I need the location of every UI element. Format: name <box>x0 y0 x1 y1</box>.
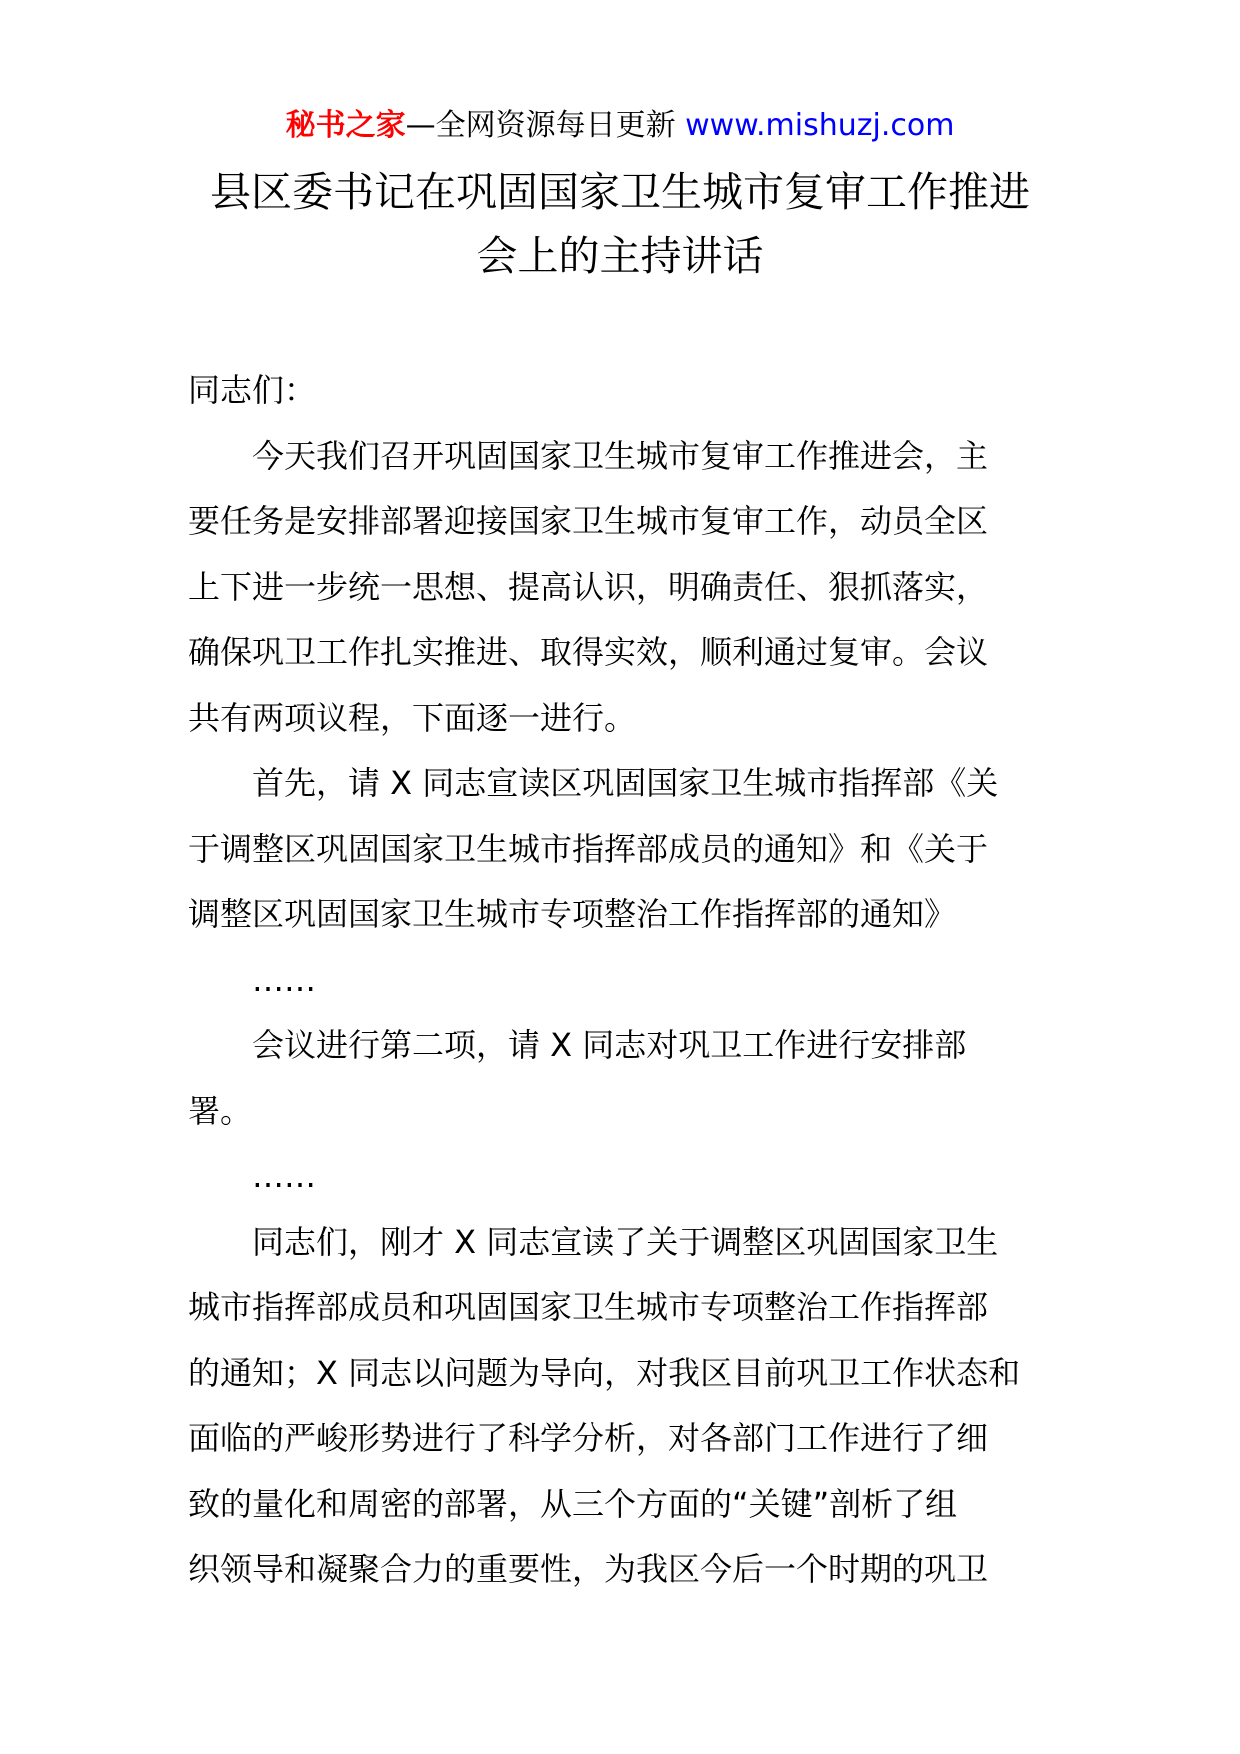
title-line-1: 县区委书记在巩固国家卫生城市复审工作推进 <box>210 168 1030 216</box>
body-line: 调整区巩固国家卫生城市专项整治工作指挥部的通知》 <box>188 895 957 933</box>
salutation: 同志们： <box>188 371 317 409</box>
brand-name: 秘书之家 <box>285 108 406 143</box>
body-line: 会议进行第二项，请 X 同志对巩卫工作进行安排部 <box>252 1026 967 1064</box>
body-line: 共有两项议程，下面逐一进行。 <box>188 698 637 737</box>
body-line: 城市指挥部成员和巩固国家卫生城市专项整治工作指挥部 <box>188 1288 989 1326</box>
document-title <box>150 160 1090 288</box>
site-header <box>0 104 1240 148</box>
body-line: 织领导和凝聚合力的重要性，为我区今后一个时期的巩卫 <box>188 1550 989 1588</box>
header-tagline: —全网资源每日更新 <box>405 108 686 143</box>
title-line-2: 会上的主持讲话 <box>476 232 764 280</box>
body-line: 面临的严峻形势进行了科学分析，对各部门工作进行了细 <box>188 1419 989 1457</box>
body-line: 的通知；X 同志以问题为导向，对我区目前巩卫工作状态和 <box>188 1353 1021 1392</box>
body-line: 同志们，刚才 X 同志宣读了关于调整区巩固国家卫生 <box>252 1222 999 1261</box>
body-line: 要任务是安排部署迎接国家卫生城市复审工作，动员全区 <box>188 502 989 540</box>
site-url-link[interactable]: www.mishuzj.com <box>685 108 955 143</box>
body-line: 于调整区巩固国家卫生城市指挥部成员的通知》和《关于 <box>188 829 989 868</box>
document-body <box>188 358 1058 1603</box>
body-line: 致的量化和周密的部署，从三个方面的“关键”剖析了组 <box>188 1484 958 1523</box>
body-line: 首先，请 X 同志宣读区巩固国家卫生城市指挥部《关 <box>252 764 999 802</box>
ellipsis-line: …… <box>252 1157 316 1195</box>
body-line: 今天我们召开巩固国家卫生城市复审工作推进会，主 <box>252 436 989 475</box>
body-line: 上下进一步统一思想、提高认识，明确责任、狠抓落实， <box>188 567 989 606</box>
body-line: 署。 <box>188 1091 253 1130</box>
body-line: 确保巩卫工作扎实推进、取得实效，顺利通过复审。会议 <box>188 633 989 671</box>
ellipsis-line: …… <box>252 960 316 999</box>
